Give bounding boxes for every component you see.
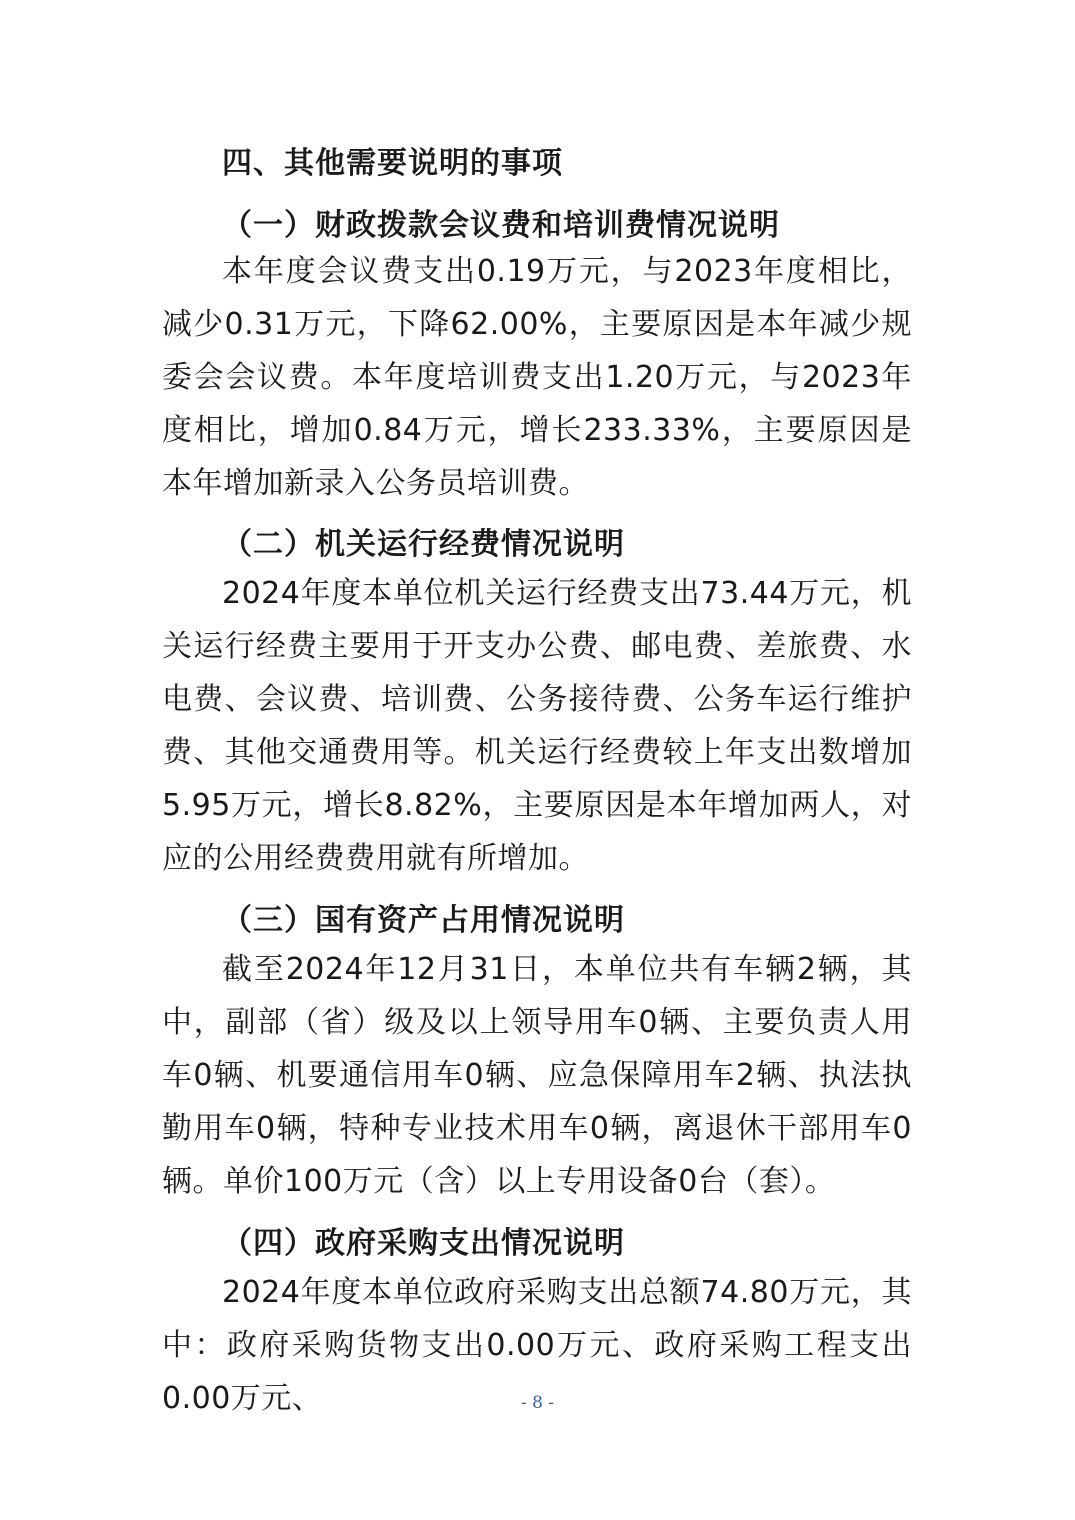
section-title: 四、其他需要说明的事项 [222,146,563,181]
page-number: - 8 - [520,1393,555,1413]
subsection-heading-2: （二）机关运行经费情况说明 [222,527,625,562]
subsection-heading-3: （三）国有资产占用情况说明 [222,903,625,938]
subsection-paragraph-2: 2024年度本单位机关运行经费支出73.44万元，机关运行经费主要用于开支办公费、邮电费、差旅费、水电费、会议费、培训费、公务接待费、公务车运行维护费、其他交通费用等。机关运行经费较上年支出数增加5.95万元，增长8.82%，主要原因是本年增加两人，对应的公用经费费用就有所增加。 [162,576,912,876]
subsection-heading-1: （一）财政拨款会议费和培训费情况说明 [222,208,780,243]
subsection-paragraph-1: 本年度会议费支出0.19万元，与2023年度相比，减少0.31万元，下降62.00%，主要原因是本年减少规委会会议费。本年度培训费支出1.20万元，与2023年度相比，增加0.84万元，增长233.33%，主要原因是本年增加新录入公务员培训费。 [162,254,912,501]
subsection-paragraph-4: 2024年度本单位政府采购支出总额74.80万元，其中：政府采购货物支出0.00万元、政府采购工程支出0.00万元、 [162,1275,912,1416]
subsection-paragraph-3: 截至2024年12月31日，本单位共有车辆2辆，其中，副部（省）级及以上领导用车0辆、主要负责人用车0辆、机要通信用车0辆、应急保障用车2辆、执法执勤用车0辆，特种专业技术用车0辆，离退休干部用车0辆。单价100万元（含）以上专用设备0台（套）。 [162,952,912,1199]
subsection-heading-4: （四）政府采购支出情况说明 [222,1226,625,1261]
